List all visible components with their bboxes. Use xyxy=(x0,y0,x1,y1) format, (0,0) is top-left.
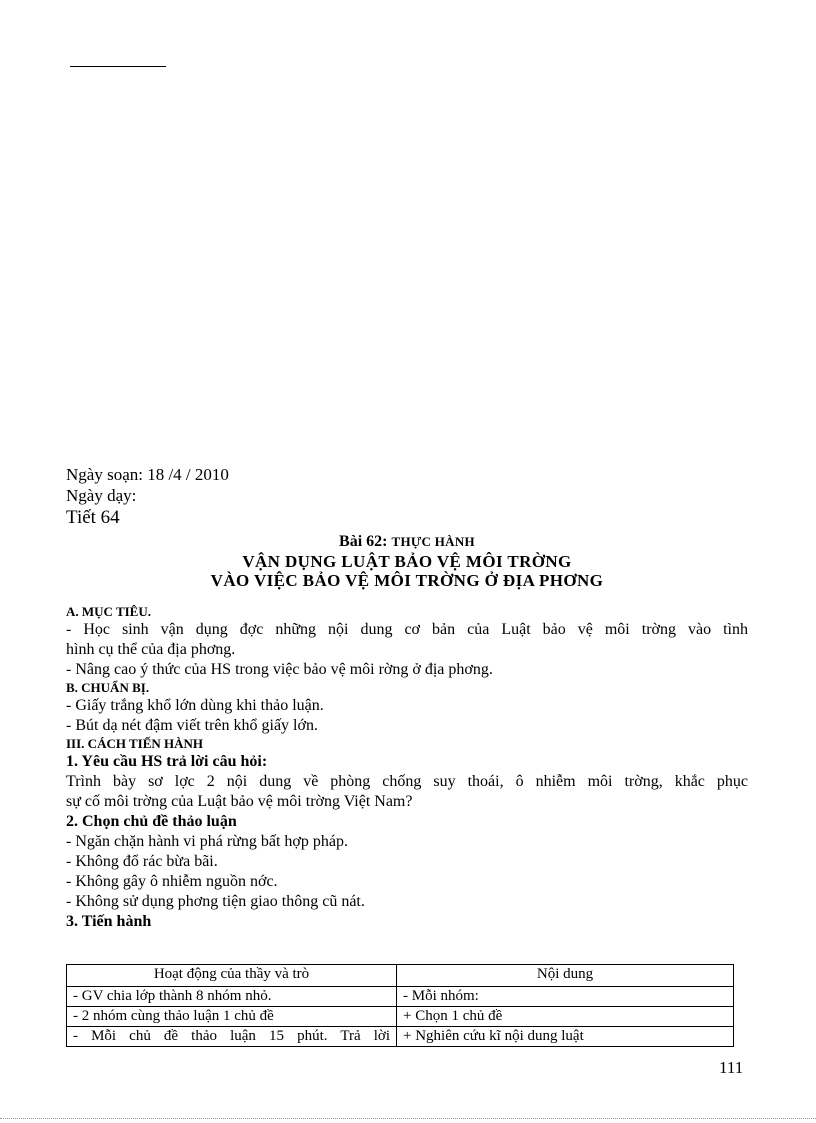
table-cell: - Mỗi nhóm: xyxy=(397,987,734,1007)
section-b-line-2: - Bút dạ nét đậm viết trên khổ giấy lớn. xyxy=(66,717,318,734)
table-cell: - 2 nhóm cùng thảo luận 1 chủ đề xyxy=(67,1007,397,1027)
lesson-title xyxy=(66,532,748,552)
section-a-line-1: - Học sinh vận dụng đợc những nội dung cơ bản của Luật bảo vệ môi trờng vào tình xyxy=(66,621,748,638)
section-a-line-2: hình cụ thể của địa phơng. xyxy=(66,641,236,658)
topic-item: - Không gây ô nhiễm nguồn nớc. xyxy=(66,873,278,890)
question-1-heading: 1. Yêu cầu HS trả lời câu hỏi: xyxy=(66,753,268,770)
table-header-row xyxy=(67,965,734,987)
table-cell: - Mỗi chủ đề thảo luận 15 phút. Trả lời xyxy=(67,1027,397,1047)
section-b-heading: B. CHUẨN BỊ. xyxy=(66,680,150,695)
top-rule-divider xyxy=(70,66,166,67)
question-2-heading: 2. Chọn chủ đề thảo luận xyxy=(66,813,237,830)
main-title-line-2: VÀO VIỆC BẢO VỆ MÔI TRỜNG Ở ĐỊA PHƠNG xyxy=(210,571,604,590)
lesson-type: THỰC HÀNH xyxy=(391,534,475,549)
page-bottom-divider xyxy=(0,1118,816,1119)
table-cell: + Nghiên cứu kĩ nội dung luật xyxy=(397,1027,734,1047)
lesson-prefix: Bài 62: xyxy=(339,533,392,550)
activity-table xyxy=(66,964,734,1047)
table-header-cell: Hoạt động của thầy và trò xyxy=(67,965,397,987)
table-row xyxy=(67,1007,734,1027)
topic-item: - Không sử dụng phơng tiện giao thông cũ nát. xyxy=(66,893,365,910)
question-1-line-1: Trình bày sơ lợc 2 nội dung về phòng chống suy thoái, ô nhiễm môi trờng, khắc phục xyxy=(66,773,748,790)
page-number: 111 xyxy=(719,1058,744,1077)
table-header-cell: Nội dung xyxy=(397,965,734,987)
section-a-heading: A. MỤC TIÊU. xyxy=(66,604,151,619)
date-prepared: Ngày soạn: 18 /4 / 2010 xyxy=(66,465,229,484)
section-c-heading: III. CÁCH TIẾN HÀNH xyxy=(66,736,204,751)
table-row xyxy=(67,1027,734,1047)
table-cell: + Chọn 1 chủ đề xyxy=(397,1007,734,1027)
section-b-line-1: - Giấy trắng khổ lớn dùng khi thảo luận. xyxy=(66,697,324,714)
title-block xyxy=(66,532,748,590)
question-3-heading: 3. Tiến hành xyxy=(66,913,152,930)
table-cell: - GV chia lớp thành 8 nhóm nhỏ. xyxy=(67,987,397,1007)
section-a-line-3: - Nâng cao ý thức của HS trong việc bảo vệ môi rờng ở địa phơng. xyxy=(66,661,493,678)
main-title-line-1: VẬN DỤNG LUẬT BẢO VỆ MÔI TRỜNG xyxy=(242,552,572,571)
topic-item: - Ngăn chặn hành vi phá rừng bất hợp pháp. xyxy=(66,833,348,850)
question-1-line-2: sự cố môi trờng của Luật bảo vệ môi trờng Việt Nam? xyxy=(66,793,413,810)
table-row xyxy=(67,987,734,1007)
lesson-content xyxy=(66,464,748,932)
topic-item: - Không đổ rác bừa bãi. xyxy=(66,853,218,870)
date-taught: Ngày dạy: xyxy=(66,486,137,505)
period-number: Tiết 64 xyxy=(66,507,120,528)
